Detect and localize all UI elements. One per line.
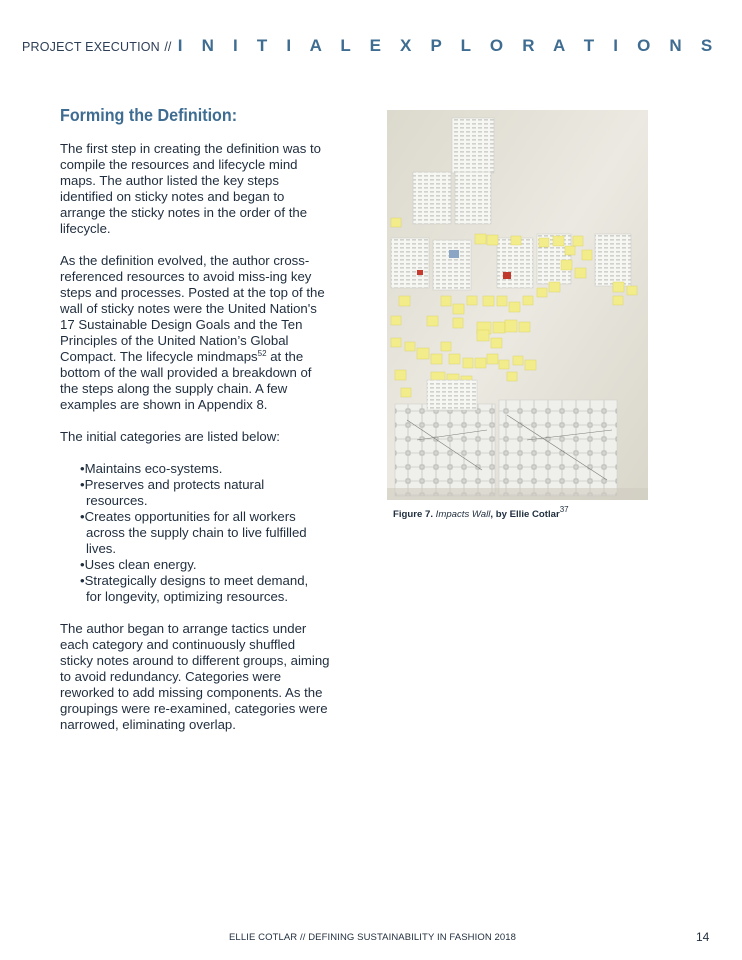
list-item: •Strategically designs to meet demand, for longevity, optimizing resources. — [80, 573, 309, 604]
paragraph-tactics: The author began to arrange tactics under each category and continuously shuffled sticky notes around to different groups, aiming to avoid redundancy. Categories were reworked to add missing components. As the groupings were re-examined, categories were narrowed, eliminating overlap. — [60, 621, 330, 732]
figure-caption — [393, 505, 693, 520]
header-title: I N I T I A L E X P L O R A T I O N S — [177, 36, 720, 55]
paragraph-evolution-part-b: at the bottom of the wall provided a breakdown of the steps along the supply chain. A few examples are shown in Appendix 8. — [60, 349, 312, 412]
list-item: •Uses clean energy. — [80, 557, 197, 572]
body-text-column — [60, 104, 330, 749]
footnote-ref-37: 37 — [559, 505, 569, 514]
section-heading: Forming the Definition: — [60, 105, 238, 125]
category-list — [80, 461, 330, 605]
figure-caption-title: Impacts Wall — [435, 509, 491, 520]
paragraph-evolution-part-a: As the definition evolved, the author cross-referenced resources to avoid miss-ing key steps and processes. Posted at the top of the wall of sticky notes were the United Nation's 17 Sustainable Design Goals and the Ten Principles of the United Nation’s Global Compact. The lifecycle mindmaps — [60, 253, 325, 364]
page-number: 14 — [696, 930, 710, 944]
list-item: •Creates opportunities for all workers across the supply chain to live fulfilled lives. — [80, 509, 307, 556]
impacts-wall-photo — [387, 110, 648, 500]
figure-caption-label: Figure 7. — [393, 509, 433, 520]
footer-text: ELLIE COTLAR // DEFINING SUSTAINABILITY IN FASHION 2018 — [229, 932, 517, 943]
list-item: •Maintains eco-systems. — [80, 461, 223, 476]
impacts-wall-illustration — [387, 110, 648, 500]
paragraph-categories-intro: The initial categories are listed below: — [60, 429, 280, 444]
page-header — [22, 36, 719, 56]
header-separator: // — [164, 40, 172, 54]
paragraph-evolution — [60, 253, 330, 413]
paragraph-intro: The first step in creating the definition was to compile the resources and lifecycle mind maps. The author listed the key steps identified on sticky notes and began to arrange the sticky notes in the order of the lifecycle. — [60, 141, 321, 236]
header-section-label: PROJECT EXECUTION — [22, 40, 160, 54]
list-item: •Preserves and protects natural resources. — [80, 477, 265, 508]
figure-caption-credit: , by Ellie Cotlar — [490, 509, 560, 520]
footnote-ref-52: 52 — [257, 349, 267, 358]
